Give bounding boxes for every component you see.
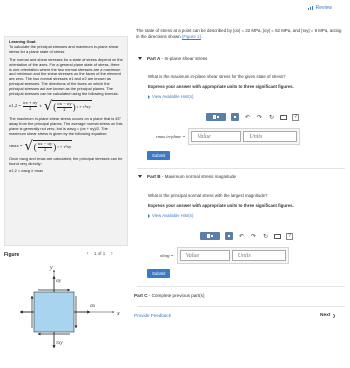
sigma-y-label: σy — [56, 278, 62, 284]
problem-statement-end: . — [200, 34, 203, 39]
reset-icon[interactable]: ↻ — [262, 233, 269, 240]
part-a-value-input[interactable]: Value — [191, 131, 241, 142]
figure-pager — [84, 250, 115, 257]
part-b-instruction: Express your answer with appropriate units to three significant figures. — [148, 203, 294, 208]
redo-icon[interactable]: ↷ — [256, 114, 263, 121]
formula1-pm: ± — [39, 103, 42, 109]
formula1-den: 2 — [29, 105, 32, 111]
part-b-answer-label: σlarg = — [160, 253, 174, 258]
max-shear-formula — [9, 140, 123, 153]
reset-icon[interactable]: ↻ — [268, 114, 275, 121]
next-label: Next — [320, 313, 331, 318]
principal-stress-formula — [9, 100, 123, 113]
stress-element-figure — [20, 260, 125, 360]
templates-button[interactable] — [200, 232, 220, 240]
axis-x-label: x — [117, 311, 120, 317]
part-a-answer-label: τmax in-plane = — [156, 134, 186, 139]
figure-label: Figure — [4, 252, 20, 258]
part-b-hints-link[interactable] — [148, 213, 193, 218]
expand-hints-icon — [148, 214, 150, 218]
part-a-answer-box — [188, 128, 300, 145]
sigma-x-label: σx — [90, 303, 96, 309]
learning-goal-title: Learning Goal: — [9, 39, 37, 44]
formula2-sqrt: √ ( $\frac{\sigma x - \sigma y}{2}$ ) 2 + τ²xy — [24, 138, 72, 154]
problem-statement-text: The state of stress at a point can be described by |σx| = 22 MPa, |σy| = 52 MPa, and |τxy| = 9 MPa, acting in the directions shown — [136, 28, 342, 39]
part-a-units-input[interactable]: Units — [243, 131, 297, 142]
tau-xy-label: τxy — [56, 340, 63, 346]
keyboard-icon[interactable] — [274, 234, 281, 239]
formula1-inner-den: 2 — [63, 106, 66, 112]
formula1-tail: + τ²xy — [79, 104, 91, 110]
learning-goal-para2: The maximum in-plane shear stress occurs on a plane that is 45° away from the principal planes. The average normal stress on this plane is generally not zero, but is σavg = (σx + σy)/2. The maximum shear stress is given by the following equation: — [9, 115, 123, 136]
undo-icon[interactable]: ↶ — [238, 233, 245, 240]
part-a-hints-label: View Available Hint(s) — [152, 94, 194, 99]
part-b-answer-row — [160, 247, 289, 264]
part-a-question: What is the maximum in-plane shear stress for the given state of stress? — [148, 74, 286, 79]
part-b-label: Part B — [147, 174, 161, 179]
part-b-hints-label: View Available Hint(s) — [152, 213, 194, 218]
formula1-num: σx + σy — [22, 100, 38, 106]
part-b-submit-button[interactable]: Submit — [147, 269, 170, 278]
learning-goal-para1: The normal and shear stresses for a state of stress depend on the orientation of the axes. For a general plane state of stress, there is one orientation where the two normal stresses are a maximum and minimum and the shear stresses on the faces of the element are zero. The two normal stresses σ1 and σ2 are known as principal stresses. The directions of the faces on which the principal stresses act are known as the principal planes. The principal stresses can be calculated using the following formula. — [9, 56, 123, 97]
part-b-answer-box — [177, 247, 289, 264]
part-b-title: - Maximum normal stress magnitude — [161, 174, 237, 179]
part-b-units-input[interactable]: Units — [232, 250, 286, 261]
formula1-inner-num: σx − σy — [57, 101, 72, 107]
formula1-lhs: σ1,2 = — [9, 103, 21, 109]
learning-goal-para3-formula: σ1,2 = σavg ± τmax — [9, 168, 44, 174]
formula2-inner-num: σx − σy — [37, 140, 53, 146]
formula2-inner-den: 2 — [43, 146, 47, 152]
axis-y-label: y — [50, 265, 53, 271]
provide-feedback-link[interactable]: Provide Feedback — [134, 313, 172, 318]
part-b-header[interactable] — [138, 174, 236, 179]
collapse-part-a-icon — [138, 57, 142, 60]
review-bars-icon — [308, 6, 314, 10]
formula1-frac — [23, 101, 37, 112]
part-b-toolbar — [200, 232, 293, 240]
next-chevron-icon: ❯ — [332, 313, 336, 318]
formula2-tail: + τ²xy — [59, 143, 72, 149]
templates-button[interactable] — [206, 113, 226, 121]
undo-icon[interactable]: ↶ — [244, 114, 251, 121]
prev-figure-icon[interactable]: ‹ — [86, 250, 89, 257]
learning-goal-panel — [4, 36, 128, 246]
divider-a-b — [137, 168, 345, 169]
part-b-value-input[interactable]: Value — [180, 250, 230, 261]
keyboard-icon[interactable] — [280, 115, 287, 120]
part-a-header[interactable] — [138, 56, 207, 61]
part-a-title: - In-plane shear stress — [161, 56, 208, 61]
part-b-question: What is the principal normal stress with the largest magnitude? — [148, 193, 268, 198]
help-icon[interactable]: ? — [292, 114, 299, 121]
collapse-part-b-icon — [138, 175, 142, 178]
next-button[interactable] — [320, 313, 336, 318]
part-c-title: Complete previous part(s) — [151, 293, 205, 298]
formula1-sqrt: √ ( $\frac{\sigma x - \sigma y}{2}$ ) 2 + τ²xy — [43, 98, 91, 114]
review-link[interactable] — [308, 5, 332, 11]
redo-icon[interactable]: ↷ — [250, 233, 257, 240]
symbols-button[interactable] — [231, 113, 239, 121]
learning-goal-intro: To calculate the principal stresses and maximum in-plane shear stress for a plane state of stress. — [9, 43, 119, 54]
help-icon[interactable]: ? — [286, 233, 293, 240]
problem-statement — [136, 28, 342, 40]
expand-hints-icon — [148, 95, 150, 99]
figure-link[interactable]: (Figure 1) — [181, 34, 201, 39]
part-a-label: Part A — [147, 56, 161, 61]
part-a-hints-link[interactable] — [148, 94, 193, 99]
learning-goal-para3: Once σavg and τmax are calculated, the principal stresses can be found very directly: — [9, 155, 123, 166]
formula2-lhs: τmax = — [9, 142, 23, 148]
part-a-toolbar — [206, 113, 299, 121]
divider-c-footer — [137, 306, 345, 307]
part-a-instruction: Express your answer with appropriate units to three significant figures. — [148, 84, 294, 89]
stress-element — [34, 292, 74, 332]
part-a-submit-button[interactable]: Submit — [147, 151, 170, 160]
pager-text: 1 of 1 — [94, 251, 106, 256]
part-a-answer-row — [156, 128, 300, 145]
part-c-label: Part C — [134, 293, 148, 298]
symbols-button[interactable] — [225, 232, 233, 240]
divider-b-c — [137, 286, 345, 287]
review-label: Review — [315, 5, 332, 11]
part-c-header: Part C - Complete previous part(s) — [134, 293, 205, 298]
next-figure-icon[interactable]: › — [110, 250, 113, 257]
